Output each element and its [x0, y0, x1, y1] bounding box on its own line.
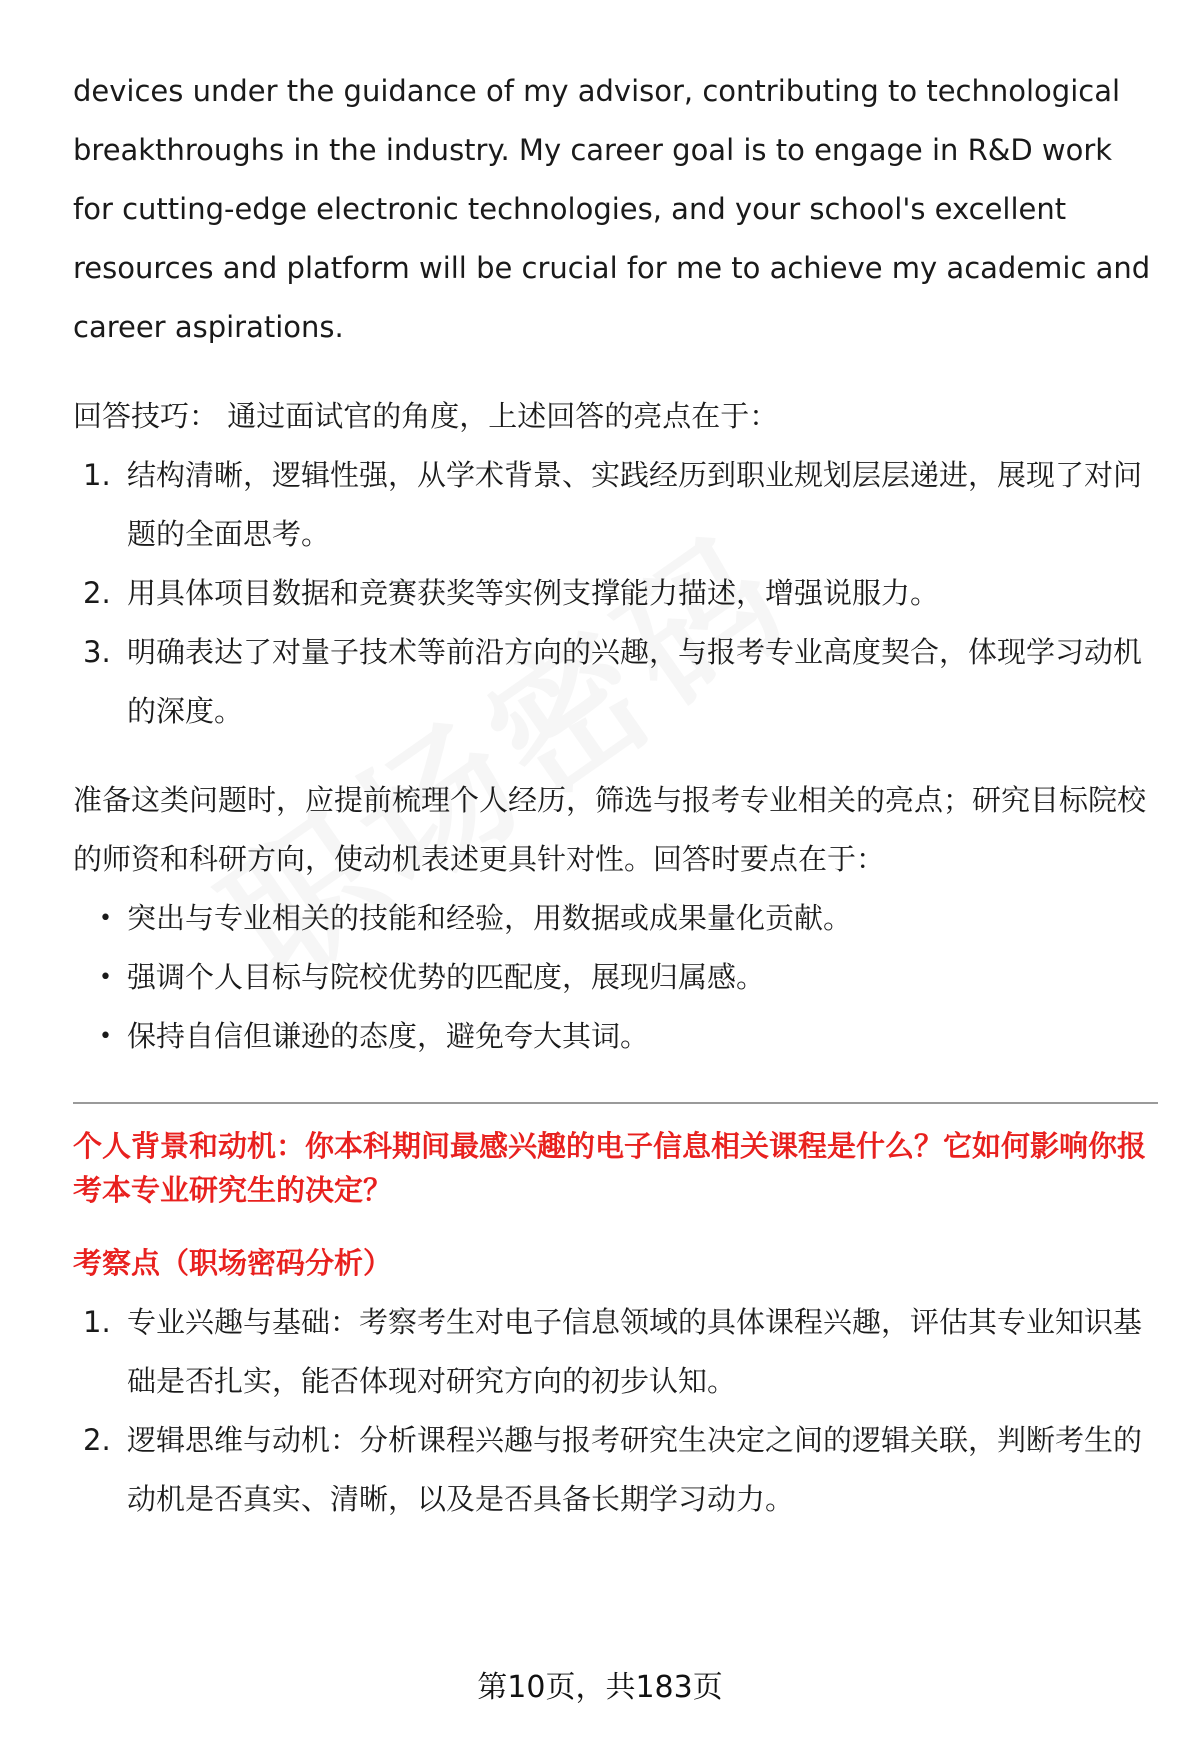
- page-footer: 第10页，共183页: [477, 1670, 723, 1705]
- list-item: [73, 1007, 1158, 1066]
- list-item-text: 明确表达了对量子技术等前沿方向的兴趣，与报考专业高度契合，体现学习动机的深度。: [127, 635, 1143, 728]
- question-heading: 个人背景和动机：你本科期间最感兴趣的电子信息相关课程是什么？它如何影响你报考本专业研究生的决定？: [73, 1129, 1147, 1207]
- prep-paragraph: 准备这类问题时，应提前梳理个人经历，筛选与报考专业相关的亮点；研究目标院校的师资和科研方向，使动机表述更具针对性。回答时要点在于：: [73, 783, 1147, 876]
- tips-intro: 回答技巧： 通过面试官的角度，上述回答的亮点在于：: [73, 399, 779, 433]
- list-item: [73, 1293, 1158, 1411]
- list-item: [73, 889, 1158, 948]
- list-item-text: 用具体项目数据和竞赛获奖等实例支撑能力描述，增强说服力。: [127, 576, 940, 610]
- intro-paragraph: devices under the guidance of my advisor, contributing to technological breakthroughs in the industry. My career goal is to engage in R&D work for cutting-edge electronic technologies, and your school's excellent resources and platform will be crucial for me to achieve my academic and career aspirations.: [73, 74, 1151, 344]
- assessment-heading: 考察点（职场密码分析）: [73, 1246, 393, 1280]
- list-item-text: 专业兴趣与基础：考察考生对电子信息领域的具体课程兴趣，评估其专业知识基础是否扎实，能否体现对研究方向的初步认知。: [127, 1305, 1143, 1398]
- list-item-text: 保持自信但谦逊的态度，避免夸大其词。: [127, 1019, 650, 1053]
- list-item: [73, 564, 1158, 623]
- list-number: 3.: [83, 635, 111, 669]
- list-item: [73, 623, 1158, 741]
- list-item-text: 突出与专业相关的技能和经验，用数据或成果量化贡献。: [127, 901, 853, 935]
- document-body: [73, 62, 1158, 1529]
- list-item: [73, 1411, 1158, 1529]
- bullet-list: [73, 889, 1158, 1066]
- list-number: 1.: [83, 1305, 111, 1339]
- list-number: 2.: [83, 576, 111, 610]
- list-item-text: 逻辑思维与动机：分析课程兴趣与报考研究生决定之间的逻辑关联，判断考生的动机是否真实、清晰，以及是否具备长期学习动力。: [127, 1423, 1143, 1516]
- list-item: [73, 948, 1158, 1007]
- section-divider: [73, 1102, 1158, 1104]
- list-item: [73, 446, 1158, 564]
- highlights-list: [73, 446, 1158, 741]
- list-item-text: 结构清晰，逻辑性强，从学术背景、实践经历到职业规划层层递进，展现了对问题的全面思考。: [127, 458, 1143, 551]
- list-item-text: 强调个人目标与院校优势的匹配度，展现归属感。: [127, 960, 766, 994]
- list-number: 2.: [83, 1423, 111, 1457]
- bullet-icon: •: [99, 965, 112, 990]
- list-number: 1.: [83, 458, 111, 492]
- assessment-list: [73, 1293, 1158, 1529]
- bullet-icon: •: [99, 906, 112, 931]
- bullet-icon: •: [99, 1024, 112, 1049]
